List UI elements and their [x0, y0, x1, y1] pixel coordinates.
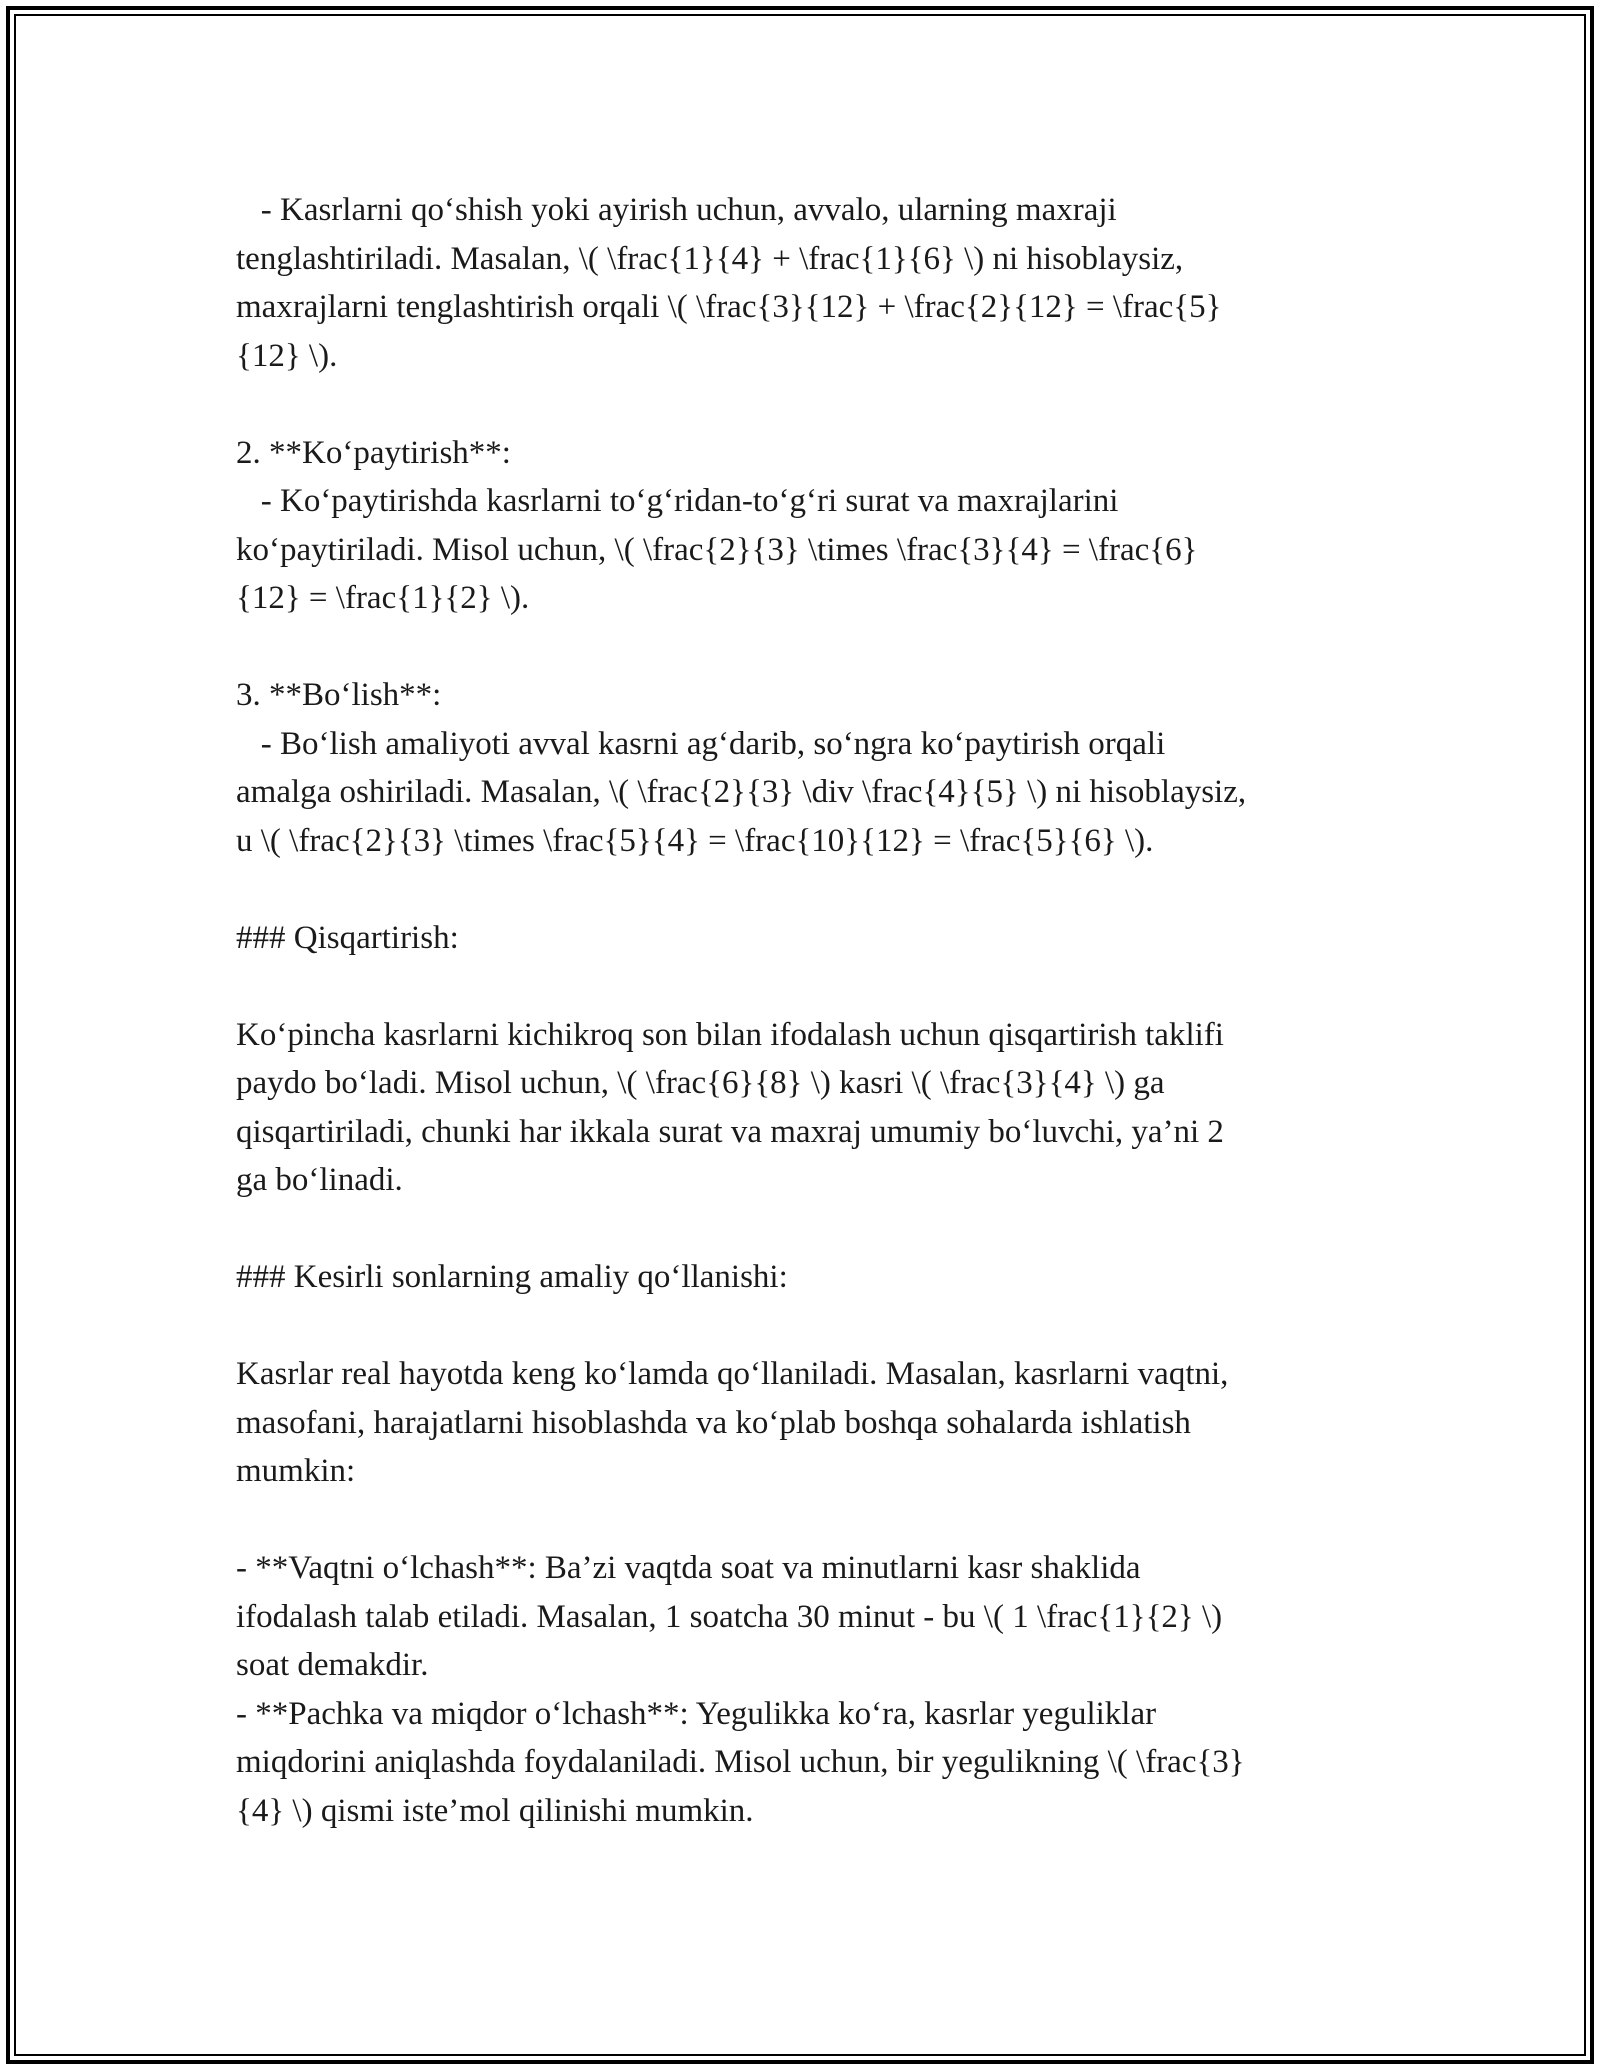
- text-line: soat demakdir.: [236, 1647, 429, 1683]
- blank-line: [236, 1496, 1366, 1545]
- text-line: - Bo‘lish amaliyoti avval kasrni ag‘darib, so‘ngra ko‘paytirish orqali: [236, 725, 1166, 762]
- text-line: {12} = \frac{1}{2} \).: [236, 580, 530, 616]
- text-line: ifodalash talab etiladi. Masalan, 1 soatcha 30 minut - bu \( 1 \frac{1}{2} \): [236, 1598, 1223, 1635]
- text-line: u \( \frac{2}{3} \times \frac{5}{4} = \frac{10}{12} = \frac{5}{6} \).: [236, 822, 1154, 859]
- blank-line: [236, 1205, 1366, 1254]
- section-heading-multiplication: 2. **Ko‘paytirish**:: [236, 434, 511, 471]
- list-item-time: - **Vaqtni o‘lchash**: Ba’zi vaqtda soat va minutlarni kasr shaklida: [236, 1550, 1141, 1586]
- heading-practical-use: ### Kesirli sonlarning amaliy qo‘llanishi:: [236, 1259, 788, 1295]
- text-line: ko‘paytiriladi. Misol uchun, \( \frac{2}{3} \times \frac{3}{4} = \frac{6}: [236, 531, 1198, 568]
- text-line: amalga oshiriladi. Masalan, \( \frac{2}{3} \div \frac{4}{5} \) ni hisoblaysiz,: [236, 774, 1247, 810]
- text-line: Kasrlar real hayotda keng ko‘lamda qo‘llaniladi. Masalan, kasrlarni vaqtni,: [236, 1356, 1229, 1392]
- text-line: ga bo‘linadi.: [236, 1162, 403, 1198]
- heading-reduction: ### Qisqartirish:: [236, 919, 459, 956]
- text-line: miqdorini aniqlashda foydalaniladi. Misol uchun, bir yegulikning \( \frac{3}: [236, 1744, 1245, 1780]
- blank-line: [236, 1302, 1366, 1351]
- blank-line: [236, 865, 1366, 914]
- text-line: masofani, harajatlarni hisoblashda va ko‘plab boshqa sohalarda ishlatish: [236, 1404, 1191, 1441]
- blank-line: [236, 962, 1366, 1011]
- document-body: [236, 186, 1366, 1835]
- blank-line: [236, 623, 1366, 672]
- text-line: {12} \).: [236, 337, 338, 374]
- blank-line: [236, 380, 1366, 429]
- text-line: maxrajlarni tenglashtirish orqali \( \frac{3}{12} + \frac{2}{12} = \frac{5}: [236, 289, 1222, 325]
- text-line: Ko‘pincha kasrlarni kichikroq son bilan ifodalash uchun qisqartirish taklifi: [236, 1016, 1224, 1053]
- text-line: - Kasrlarni qo‘shish yoki ayirish uchun, avvalo, ularning maxraji: [236, 192, 1117, 228]
- text-line: mumkin:: [236, 1453, 356, 1489]
- text-line: tenglashtiriladi. Masalan, \( \frac{1}{4} + \frac{1}{6} \) ni hisoblaysiz,: [236, 240, 1184, 277]
- section-heading-division: 3. **Bo‘lish**:: [236, 677, 442, 713]
- text-line: - Ko‘paytirishda kasrlarni to‘g‘ridan-to‘g‘ri surat va maxrajlarini: [236, 483, 1119, 519]
- list-item-quantity: - **Pachka va miqdor o‘lchash**: Yegulikka ko‘ra, kasrlar yeguliklar: [236, 1695, 1157, 1732]
- text-line: qisqartiriladi, chunki har ikkala surat va maxraj umumiy bo‘luvchi, ya’ni 2: [236, 1113, 1224, 1150]
- text-line: {4} \) qismi iste’mol qilinishi mumkin.: [236, 1792, 754, 1829]
- text-line: paydo bo‘ladi. Misol uchun, \( \frac{6}{8} \) kasri \( \frac{3}{4} \) ga: [236, 1065, 1165, 1101]
